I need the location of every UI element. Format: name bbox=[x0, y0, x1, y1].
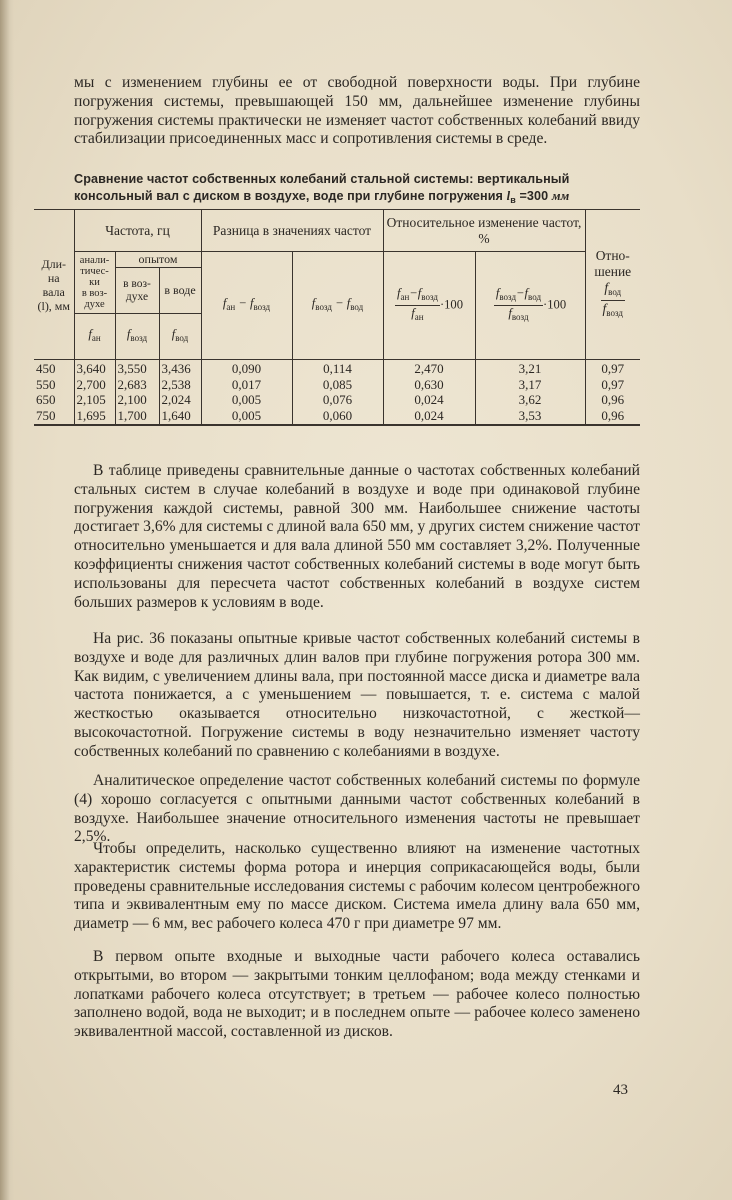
frequency-table bbox=[34, 209, 640, 426]
table-cell: 3,436 bbox=[161, 361, 191, 376]
table-cell: 650 bbox=[36, 392, 56, 407]
page-number: 43 bbox=[613, 1082, 628, 1098]
header-ratio-label: Отно-шение bbox=[594, 248, 632, 279]
table-cell: 3,17 bbox=[518, 376, 542, 392]
table-cell: 1,700 bbox=[117, 407, 147, 423]
table-cell: 3,53 bbox=[518, 407, 542, 423]
table-cell: 3,62 bbox=[518, 392, 542, 407]
table-cell: 0,114 bbox=[323, 361, 352, 376]
table-cell: 3,21 bbox=[518, 361, 542, 376]
header-f-an: $f_{ан}$ bbox=[74, 314, 115, 360]
header-experimental: опытом bbox=[115, 252, 201, 268]
paragraph-top: мы с изменением глубины ее от свободной поверхности воды. При глубине погружения системы, превышающей 150 мм, дальнейшее изменение глубины погружения системы практически не изменяет частот собственных колебаний ввиду стабилизации присоединенных масс и сопротивления системы в среде. bbox=[74, 74, 640, 148]
table-cell: 0,024 bbox=[414, 407, 444, 423]
col-diff-an-air bbox=[201, 360, 292, 425]
header-frequency: Частота, гц bbox=[74, 210, 201, 252]
col-f-an bbox=[74, 360, 115, 425]
table-cell: 3,640 bbox=[76, 361, 106, 376]
table-cell: 0,96 bbox=[601, 392, 625, 407]
col-f-water bbox=[159, 360, 201, 425]
paragraph-5: В первом опыте входные и выходные части рабочего колеса оставались открытыми, во втором — закрытыми тонким целлофаном; вода между стенками и лопатками рабочего колеса отсутствует; в третьем — рабочее колесо полностью заполнено водой, вода не выходит; и в последнем опыте — рабочее колесо заменено эквивалентной массой, составленной из дисков. bbox=[74, 948, 640, 1041]
table-cell: 0,005 bbox=[231, 407, 262, 423]
table-cell: 0,97 bbox=[601, 361, 625, 376]
table-cell: 1,640 bbox=[161, 407, 191, 423]
book-spine-shadow bbox=[0, 0, 14, 1200]
table-cell: 2,538 bbox=[161, 376, 191, 392]
ratio-formula: $\frac{f_{вод}}{f_{возд}}$ bbox=[602, 280, 623, 318]
header-f-air: $f_{возд}$ bbox=[115, 314, 159, 360]
table-cell: 750 bbox=[36, 407, 56, 423]
table-cell: 2,683 bbox=[117, 376, 147, 392]
paragraph-3: Аналитическое определение частот собственных колебаний системы по формуле (4) хорошо согласуется с опытными данными частот собственных колебаний в воздухе. Наибольшее значение относительного изменения частоты не превышает 2,5%. bbox=[74, 772, 640, 846]
table-cell: 0,024 bbox=[414, 392, 444, 407]
table-cell: 550 bbox=[36, 376, 56, 392]
table-cell: 0,085 bbox=[322, 376, 353, 392]
col-rel-an-air bbox=[383, 360, 475, 425]
col-length bbox=[34, 360, 74, 425]
caption-line-1: Сравнение частот собственных колебаний стальной системы: вертикальный bbox=[74, 172, 570, 186]
table-cell: 3,550 bbox=[117, 361, 147, 376]
table-body bbox=[34, 360, 640, 425]
formula-diff-an-air: $f_{ан} - f_{возд}$ bbox=[201, 252, 292, 360]
table-cell: 2,105 bbox=[76, 392, 106, 407]
table-cell: 2,700 bbox=[76, 376, 106, 392]
table-cell: 0,090 bbox=[231, 361, 262, 376]
table-cell: 0,97 bbox=[601, 376, 625, 392]
table-cell: 1,695 bbox=[76, 407, 106, 423]
col-diff-air-water bbox=[292, 360, 383, 425]
table-cell: 2,470 bbox=[414, 361, 444, 376]
caption-var-sub: в bbox=[510, 195, 516, 205]
caption-unit: мм bbox=[551, 189, 570, 203]
header-length: Дли-на вала (l), мм bbox=[34, 210, 74, 360]
header-difference: Разница в значениях частот bbox=[201, 210, 383, 252]
table-cell: 2,024 bbox=[161, 392, 191, 407]
caption-value: =300 bbox=[519, 189, 549, 203]
caption-line-2: консольный вал с диском в воздухе, воде при глубине погружения bbox=[74, 189, 503, 203]
formula-rel-an-air: $\frac{f_{ан}-f_{возд}}{f_{ан}}$ ·100 bbox=[383, 252, 475, 360]
paragraph-1: В таблице приведены сравнительные данные о частотах собственных колебаний стальных систем в случае колебаний в воздухе и воде при одинаковой глубине погружения каждой системы, равной 300 мм. Наибольшее снижение частоты достигает 3,6% для системы с длиной вала 650 мм, у других систем снижение частот относительно уменьшается и для вала длиной 550 мм составляет 3,2%. Полученные коэффициенты снижения частот собственных колебаний системы в воде могут быть использованы для пересчета частот собственных колебаний в воздухе систем больших размеров к условиям в воде. bbox=[74, 462, 640, 611]
col-rel-air-water bbox=[475, 360, 585, 425]
paragraph-4: Чтобы определить, насколько существенно влияют на изменение частотных характеристик системы форма ротора и инерция соприкасающейся воды, были проведены сравнительные исследования системы с рабочим колесом центробежного типа и эквивалентным ему по массе диском. Система имела длину вала 650 мм, диаметр — 6 мм, вес рабочего колеса 470 г при диаметре 97 мм. bbox=[74, 840, 640, 933]
caption-var: l bbox=[506, 189, 511, 203]
table-cell: 0,076 bbox=[322, 392, 353, 407]
table-cell: 0,96 bbox=[601, 407, 625, 423]
col-f-air bbox=[115, 360, 159, 425]
header-ratio bbox=[585, 210, 640, 360]
header-analytic: анали-тичес-ки в воз-духе bbox=[74, 252, 115, 314]
header-relative: Относительное изменение частот, % bbox=[383, 210, 585, 252]
table-cell: 450 bbox=[36, 361, 56, 376]
table-cell: 2,100 bbox=[117, 392, 147, 407]
col-ratio bbox=[585, 360, 640, 425]
table-cell: 0,630 bbox=[414, 376, 444, 392]
header-in-air: в воз-духе bbox=[115, 268, 159, 314]
table-cell: 0,005 bbox=[231, 392, 262, 407]
formula-diff-air-water: $f_{возд} - f_{вод}$ bbox=[292, 252, 383, 360]
paragraph-2: На рис. 36 показаны опытные кривые частот собственных колебаний системы в воздухе и воде для различных длин валов при глубине погружения ротора 300 мм. Как видим, с увеличением длины вала, при постоянной массе диска и диаметре вала частота понижается, а с уменьшением — повышается, т. е. система с малой жесткостью оказывается относительно низкочастотной, с жесткой—высокочастотной. Погружение системы в воду незначительно изменяет частоту собственных колебаний по сравнению с колебаниями в воздухе. bbox=[74, 630, 640, 760]
formula-rel-air-water: $\frac{f_{возд}-f_{вод}}{f_{возд}}$ ·100 bbox=[475, 252, 585, 360]
table-cell: 0,060 bbox=[322, 407, 353, 423]
table-caption bbox=[74, 171, 640, 209]
table-cell: 0,017 bbox=[231, 376, 262, 392]
header-f-water: $f_{вод}$ bbox=[159, 314, 201, 360]
header-in-water: в воде bbox=[159, 268, 201, 314]
